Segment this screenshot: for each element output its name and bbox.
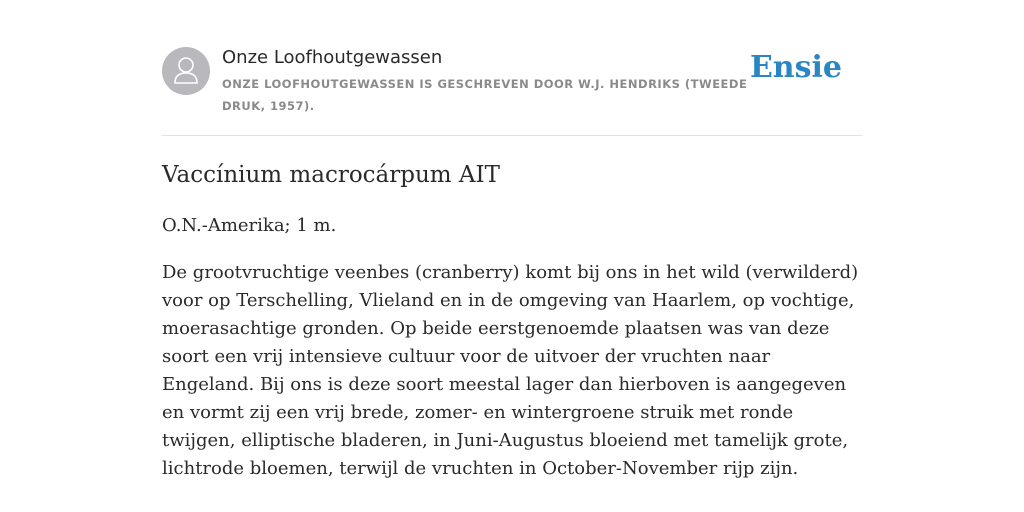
entry-title: Vaccínium macrocárpum AIT	[162, 162, 500, 188]
avatar[interactable]	[162, 47, 210, 95]
entry-paragraph: De grootvruchtige veenbes (cranberry) komt bij ons in het wild (verwilderd) voor op Terschelling, Vlieland en in de omgeving van Haarlem, op vochtige, moerasachtige gronden. Op beide eerstgenoemde plaatsen was van deze soort een vrij intensieve cultuur voor de uitvoer der vruchten naar Engeland. Bij ons is deze soort meestal lager dan hierboven is aangegeven en vormt zij een vrij brede, zomer- en wintergroene struik met ronde twijgen, elliptische bladeren, in Juni-Augustus bloeiend met tamelijk grote, lichtrode bloemen, terwijl de vruchten in October-November rijp zijn.	[162, 262, 859, 479]
source-meta	[222, 46, 762, 117]
entry-content	[162, 158, 862, 483]
user-icon	[162, 47, 210, 95]
brand-logo[interactable]: Ensie	[749, 50, 842, 85]
source-title[interactable]: Onze Loofhoutgewassen	[222, 47, 443, 68]
divider	[162, 135, 862, 136]
source-subtitle: ONZE LOOFHOUTGEWASSEN IS GESCHREVEN DOOR W.J. HENDRIKS (TWEEDE DRUK, 1957).	[222, 77, 748, 113]
source-header	[162, 46, 862, 134]
entry-paragraph: O.N.-Amerika; 1 m.	[162, 215, 337, 236]
